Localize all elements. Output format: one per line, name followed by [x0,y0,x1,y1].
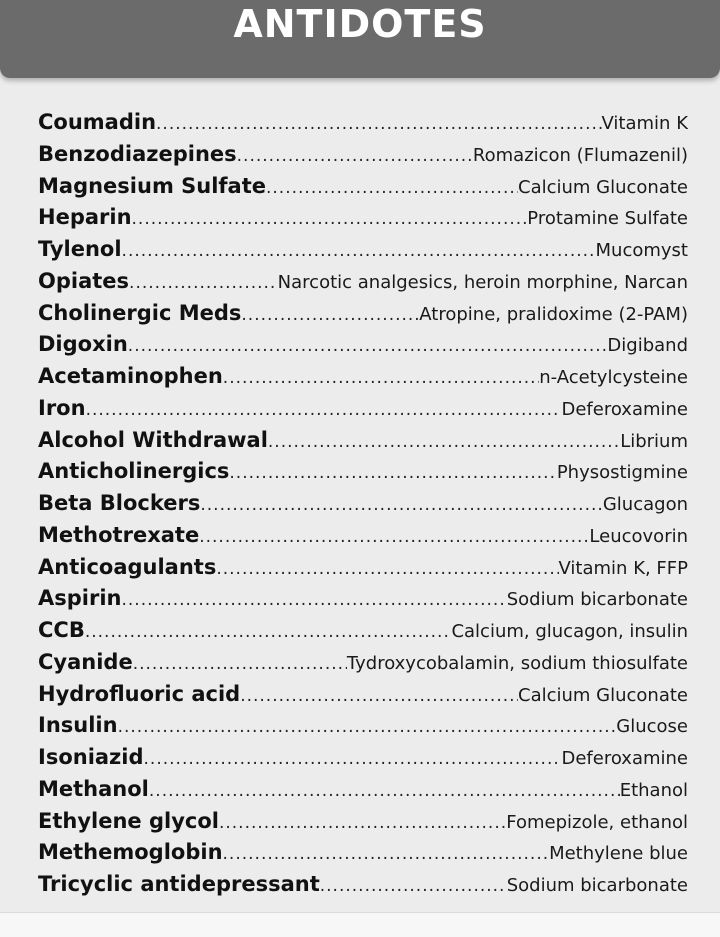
drug-name: Magnesium Sulfate [38,173,266,198]
drug-name: Acetaminophen [38,364,223,388]
drug-name: Alcohol Withdrawal [38,427,268,452]
drug-name: Iron [38,395,86,420]
list-item [38,872,688,904]
antidote-name: Sodium bicarbonate [506,875,688,896]
list-item [38,586,688,618]
antidote-name: Deferoxamine [561,748,688,769]
dot-leader [216,559,558,579]
list-item [38,618,688,650]
list-item [38,840,688,872]
page-title: ANTIDOTES [233,2,487,46]
antidote-list [38,110,688,904]
antidote-name: Glucose [616,716,688,738]
antidote-name: Leucovorin [589,525,688,547]
dot-leader [229,463,556,483]
dot-leader [199,527,589,547]
header-bar [0,0,720,78]
antidote-name: Fomepizole, ethanol [506,811,688,833]
drug-name: Methanol [38,776,149,801]
list-item [38,745,688,777]
dot-leader [118,717,617,737]
drug-name: Hydrofluoric acid [38,681,241,706]
drug-name: Methemoglobin [38,840,223,865]
list-item [38,237,688,269]
antidote-name: Deferoxamine [561,398,688,420]
dot-leader [122,241,596,261]
drug-name: Opiates [38,268,130,293]
drug-name: Aspirin [38,586,122,611]
list-item [38,713,688,745]
list-item [38,396,688,428]
list-item [38,269,688,301]
dot-leader [129,273,278,293]
antidote-name: Vitamin K [601,113,688,134]
drug-name: Coumadin [38,110,157,134]
drug-name: Tylenol [38,237,122,261]
antidote-name: Calcium Gluconate [518,684,688,706]
list-item [38,459,688,491]
antidote-name: Physostigmine [556,462,688,484]
list-item [38,809,688,841]
antidote-name: Calcium, glucagon, insulin [451,621,688,642]
drug-name: Anticholinergics [38,459,230,484]
antidote-name: n-Acetylcysteine [539,367,688,388]
dot-leader [122,590,507,610]
list-item [38,301,688,333]
antidote-name: Protamine Sulfate [527,208,688,230]
antidote-name: Librium [620,430,688,452]
antidote-name: Ethanol [619,779,688,801]
drug-name: Methotrexate [38,522,200,547]
list-item [38,332,688,364]
dot-leader [156,114,601,134]
drug-name: Digoxin [38,332,128,357]
dot-leader [241,305,419,325]
list-item [38,777,688,809]
drug-name: CCB [38,618,85,642]
drug-name: Benzodiazepines [38,141,237,166]
antidote-name: Tydroxycobalamin, sodium thiosulfate [346,652,688,674]
antidote-name: Narcotic analgesics, heroin morphine, Narcan [277,271,688,293]
antidote-name: Sodium bicarbonate [506,589,688,611]
drug-name: Isoniazid [38,745,144,769]
dot-leader [237,146,473,166]
antidote-name: Glucagon [602,494,688,515]
dot-leader [149,781,620,801]
drug-name: Beta Blockers [38,491,201,515]
dot-leader [132,209,528,229]
list-item [38,142,688,174]
dot-leader [133,654,347,674]
drug-name: Insulin [38,713,118,738]
dot-leader [144,749,562,769]
drug-name: Cholinergic Meds [38,300,242,325]
dot-leader [320,876,507,896]
list-item [38,205,688,237]
dot-leader [128,336,608,356]
dot-leader [200,495,603,515]
list-item [38,491,688,523]
drug-name: Anticoagulants [38,554,217,579]
dot-leader [240,686,518,706]
drug-name: Tricyclic antidepressant [38,872,320,896]
dot-leader [219,813,506,833]
list-item [38,555,688,587]
antidote-name: Calcium Gluconate [518,176,688,198]
dot-leader [268,432,620,452]
dot-leader [223,368,539,388]
bottom-strip [0,912,720,937]
list-item [38,364,688,396]
antidote-name: Atropine, pralidoxime (2-PAM) [419,303,688,325]
antidote-name: Methylene blue [549,843,688,865]
list-item [38,682,688,714]
list-item [38,650,688,682]
drug-name: Ethylene glycol [38,808,219,833]
list-item [38,523,688,555]
dot-leader [223,844,550,864]
drug-name: Cyanide [38,649,133,674]
antidote-name: Vitamin K, FFP [558,557,688,579]
list-item [38,110,688,142]
drug-name: Heparin [38,205,132,230]
list-item [38,174,688,206]
list-item [38,428,688,460]
antidote-name: Mucomyst [595,240,688,261]
antidote-name: Digiband [607,335,688,357]
dot-leader [86,400,562,420]
dot-leader [85,622,452,642]
antidote-name: Romazicon (Flumazenil) [472,144,688,166]
dot-leader [266,178,518,198]
